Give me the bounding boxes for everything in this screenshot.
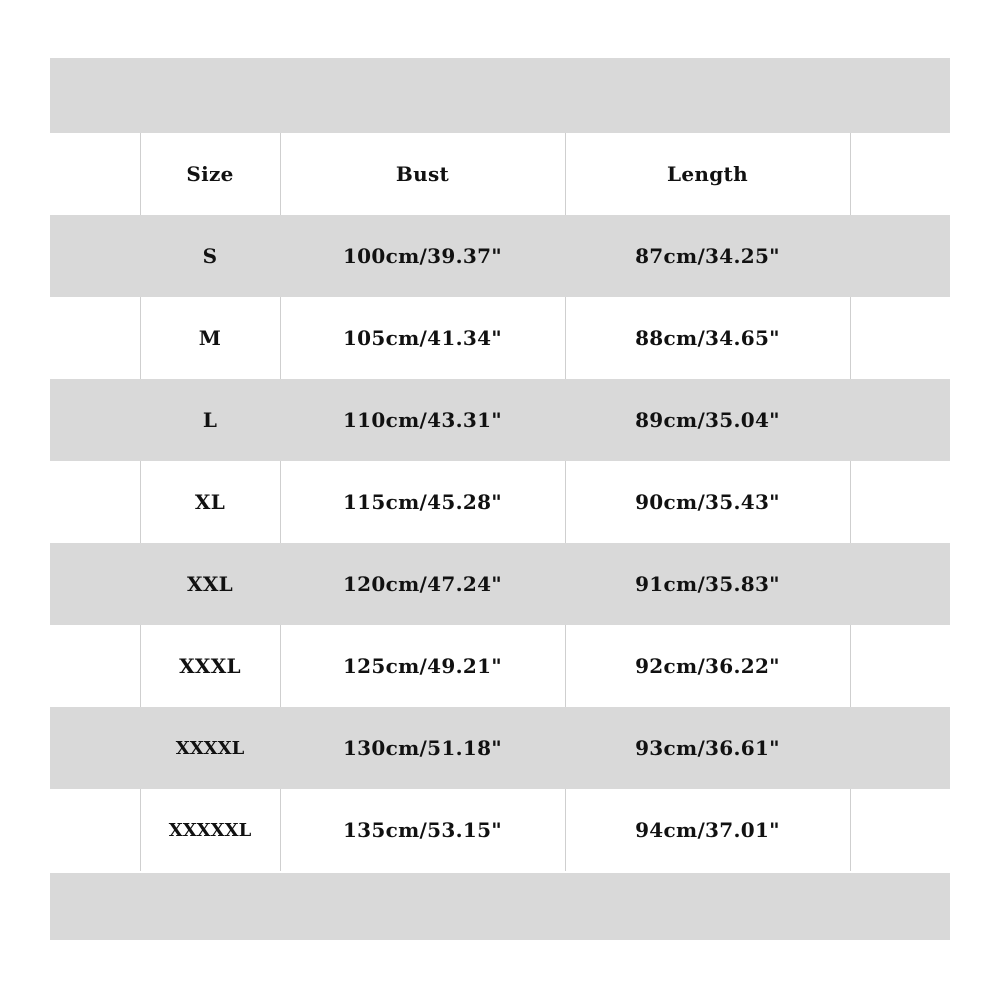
table-row <box>50 625 950 707</box>
header-size: Size <box>186 162 234 186</box>
bust-cell: 110cm/43.31" <box>342 408 503 432</box>
length-cell: 93cm/36.61" <box>635 736 780 760</box>
bust-cell: 125cm/49.21" <box>342 654 503 678</box>
bust-cell: 135cm/53.15" <box>342 818 503 842</box>
size-chart <box>50 58 950 940</box>
grid-line <box>850 297 851 379</box>
length-cell: 87cm/34.25" <box>635 244 780 268</box>
grid-line <box>850 133 851 215</box>
length-cell: 90cm/35.43" <box>635 490 780 514</box>
table-row <box>50 789 950 871</box>
size-cell: XXXXXL <box>168 819 252 841</box>
size-cell: XXL <box>187 572 233 596</box>
bust-cell: 130cm/51.18" <box>342 736 503 760</box>
bust-cell: 100cm/39.37" <box>342 244 503 268</box>
size-cell: M <box>198 326 222 350</box>
size-cell: XL <box>194 490 226 514</box>
size-cell: XXXXL <box>175 737 245 759</box>
length-cell: 94cm/37.01" <box>635 818 780 842</box>
grid-line <box>850 625 851 707</box>
size-cell: S <box>202 244 218 268</box>
bust-cell: 120cm/47.24" <box>342 572 503 596</box>
top-band <box>50 58 950 133</box>
length-cell: 89cm/35.04" <box>635 408 780 432</box>
table-header-row <box>50 133 950 215</box>
header-length: Length <box>667 162 748 186</box>
bust-cell: 105cm/41.34" <box>342 326 503 350</box>
header-bust: Bust <box>395 162 450 186</box>
table-row <box>50 215 950 297</box>
grid-line <box>850 789 851 871</box>
table-row <box>50 379 950 461</box>
size-cell: XXXL <box>179 654 241 678</box>
length-cell: 91cm/35.83" <box>635 572 780 596</box>
size-cell: L <box>202 408 218 432</box>
length-cell: 88cm/34.65" <box>635 326 780 350</box>
size-table <box>50 133 950 871</box>
table-row <box>50 707 950 789</box>
table-row <box>50 297 950 379</box>
table-row <box>50 543 950 625</box>
table-row <box>50 461 950 543</box>
length-cell: 92cm/36.22" <box>635 654 780 678</box>
bottom-band <box>50 873 950 940</box>
bust-cell: 115cm/45.28" <box>342 490 503 514</box>
grid-line <box>850 461 851 543</box>
